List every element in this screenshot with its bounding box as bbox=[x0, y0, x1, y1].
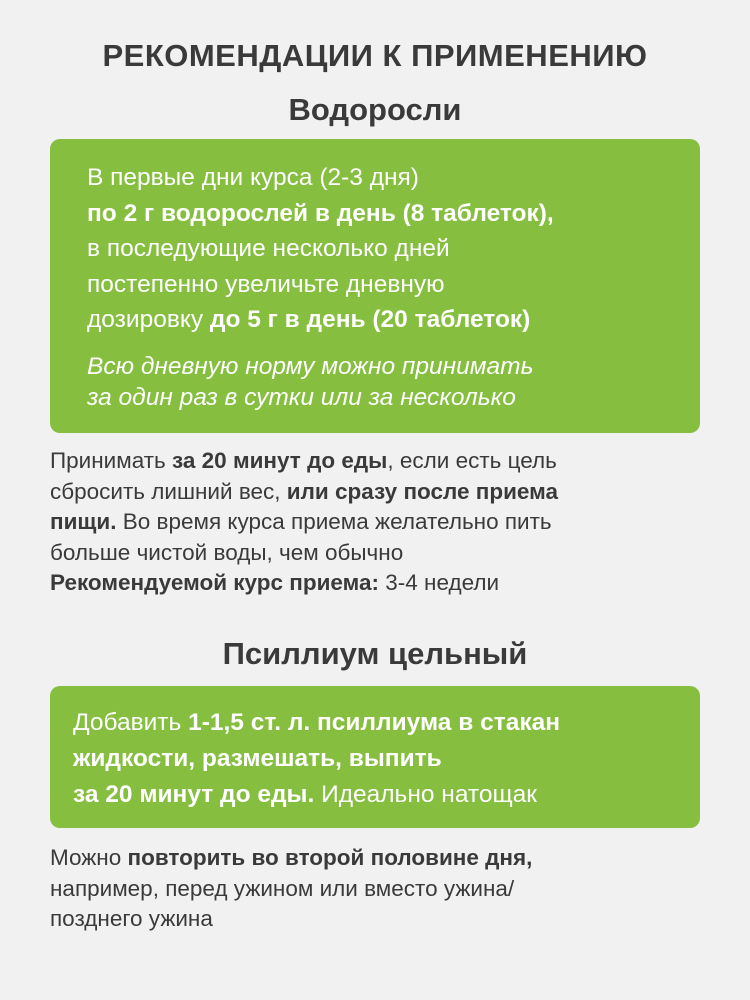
dosage-text: дозировку bbox=[87, 306, 210, 333]
instruction-text: Можно bbox=[50, 845, 128, 870]
instruction-line bbox=[50, 477, 710, 508]
instruction-highlight: за 20 минут до еды bbox=[172, 448, 388, 473]
note-line: за один раз в сутки или за несколько bbox=[87, 383, 516, 411]
instruction-text: сбросить лишний вес, bbox=[50, 478, 287, 504]
course-value: 3-4 недели bbox=[379, 570, 500, 595]
instruction-highlight: повторить во второй половине дня, bbox=[127, 845, 533, 870]
dosage-line: В первые дни курса (2-3 дня) bbox=[87, 164, 419, 191]
algae-dosage-card bbox=[50, 139, 700, 433]
instruction-highlight: пищи. bbox=[50, 509, 117, 534]
course-duration bbox=[50, 568, 710, 599]
dosage-text: Идеально натощак bbox=[314, 781, 537, 808]
dosage-line bbox=[87, 302, 700, 338]
dosage-highlight: за 20 минут до еды. bbox=[73, 781, 315, 808]
instruction-text: Во время курса приема желательно пить bbox=[116, 509, 552, 534]
instruction-line: позднего ужина bbox=[50, 906, 213, 931]
algae-instructions bbox=[50, 446, 710, 599]
course-label: Рекомендуемой курс приема: bbox=[50, 570, 380, 595]
instruction-highlight: или сразу после приема bbox=[286, 478, 558, 504]
psyllium-dosage-card bbox=[50, 686, 700, 828]
dosage-highlight: 1-1,5 ст. л. псиллиума в стакан bbox=[188, 709, 561, 736]
section-title-psyllium: Псиллиум цельный bbox=[222, 636, 528, 671]
instruction-line bbox=[50, 843, 710, 874]
page-title: РЕКОМЕНДАЦИИ К ПРИМЕНЕНИЮ bbox=[102, 38, 648, 73]
dosage-line: по 2 г водорослей в день (8 таблеток), bbox=[87, 199, 554, 227]
dosage-line bbox=[73, 705, 700, 741]
dosage-line bbox=[73, 777, 700, 813]
section-title-algae: Водоросли bbox=[288, 92, 462, 127]
psyllium-instructions bbox=[50, 843, 710, 935]
dosage-highlight: до 5 г в день (20 таблеток) bbox=[209, 306, 531, 333]
instruction-text: , если есть цель bbox=[387, 448, 557, 473]
instruction-text: Принимать bbox=[50, 448, 173, 473]
dosage-note bbox=[87, 351, 700, 413]
dosage-line: в последующие несколько дней bbox=[87, 235, 450, 262]
dosage-text: Добавить bbox=[73, 709, 189, 736]
instruction-line: больше чистой воды, чем обычно bbox=[50, 539, 404, 565]
dosage-line: постепенно увеличьте дневную bbox=[87, 270, 445, 298]
instruction-line bbox=[50, 507, 710, 538]
note-line: Всю дневную норму можно принимать bbox=[87, 352, 534, 380]
dosage-line: жидкости, размешать, выпить bbox=[73, 745, 442, 772]
instruction-line: например, перед ужином или вместо ужина/ bbox=[50, 875, 515, 901]
instruction-line bbox=[50, 446, 710, 477]
